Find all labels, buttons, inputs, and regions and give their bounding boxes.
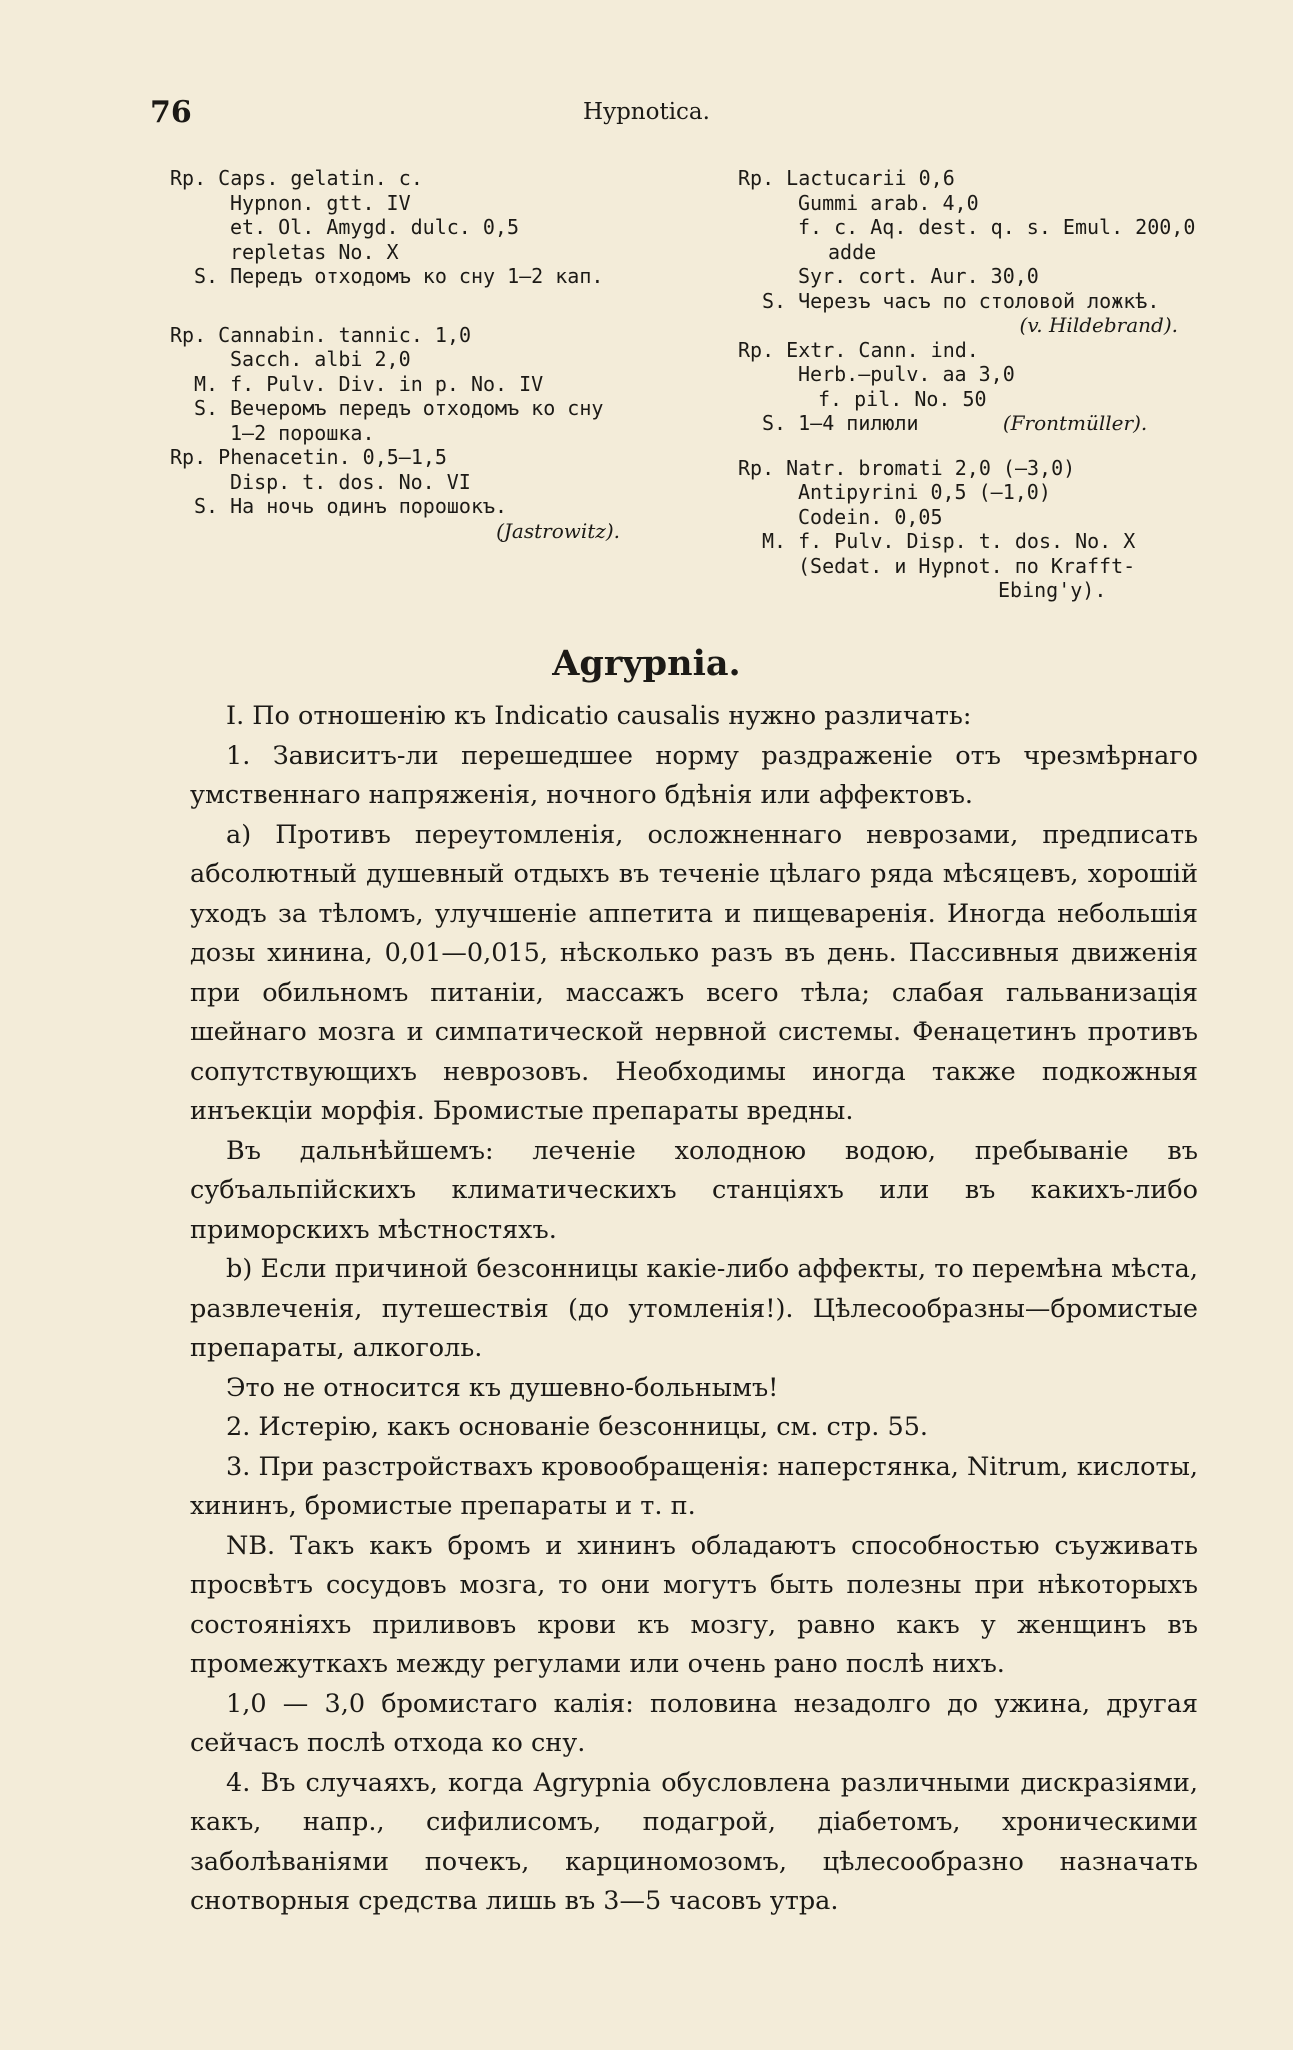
- running-head: Hypnotica.: [583, 99, 710, 125]
- paragraph: 1. Зависитъ-ли перешедшее норму раздраженіе отъ чрезмѣрнаго умственнаго напряженія, ночного бдѣнія или аффектовъ.: [190, 740, 1198, 810]
- prescription-signa: S. Черезъ часъ по столовой ложкѣ.: [762, 288, 1160, 313]
- prescription-line: Rp. Cannabin. tannic. 1,0: [170, 322, 472, 347]
- prescription-signa: S. На ночь одинъ порошокъ.: [194, 494, 508, 518]
- prescription-signa: 1—2 порошка.: [230, 420, 375, 445]
- prescription: [170, 445, 670, 543]
- paragraph: Это не относится къ душевно-больнымъ!: [226, 1372, 779, 1403]
- paragraph: I. По отношенію къ Indicatio causalis нужно различать:: [226, 701, 972, 731]
- prescription-line: M. f. Pulv. Div. in p. No. IV: [194, 371, 544, 396]
- prescription-line: Rp. Phenacetin. 0,5—1,5: [170, 445, 447, 469]
- prescription-line: repletas No. X: [230, 239, 399, 264]
- paragraph: b) Если причиной безсонницы какіе-либо аффекты, то перемѣна мѣста, развлеченія, путешествія (до утомленія!). Цѣлесообразны—бромистые препараты, алкоголь.: [190, 1254, 1198, 1363]
- paragraph: 3. При разстройствахъ кровообращенія: наперстянка, Nitrum, кислоты, хининъ, бромистые препараты и т. п.: [190, 1451, 1198, 1521]
- prescription-line: Herb.—pulv. aa 3,0: [798, 362, 1015, 386]
- paragraph: NB. Такъ какъ бромъ и хининъ обладаютъ способностью съуживать просвѣтъ сосудовъ мозга, то они могутъ быть полезны при нѣкоторыхъ состояніяхъ приливовъ крови къ мозгу, равно какъ у женщинъ въ промежуткахъ между регулами или очень рано послѣ нихъ.: [190, 1530, 1198, 1679]
- prescriptions-left-column: [170, 166, 670, 565]
- prescription-line: Rp. Lactucarii 0,6: [738, 166, 955, 190]
- paragraph: 2. Истерію, какъ основаніе безсонницы, см. стр. 55.: [226, 1412, 929, 1442]
- paragraph: Въ дальнѣйшемъ: леченіе холодною водою, пребываніе въ субъальпійскихъ климатическихъ станціяхъ или въ какихъ-либо приморскихъ мѣстностяхъ.: [190, 1135, 1198, 1245]
- prescription-line: Gummi arab. 4,0: [798, 190, 979, 215]
- paragraph: 1,0 — 3,0 бромистаго калія: половина незадолго до ужина, другая сейчасъ послѣ отхода ко сну.: [190, 1688, 1198, 1758]
- body-text: [190, 697, 1198, 1922]
- prescription-attribution: (Jastrowitz).: [496, 518, 620, 543]
- prescription-line: et. Ol. Amygd. dulc. 0,5: [230, 215, 519, 239]
- prescription: [738, 456, 1178, 603]
- prescription-line: (Sedat. и Hypnot. по Krafft-: [798, 553, 1136, 578]
- prescription-attribution: (v. Hildebrand).: [1019, 313, 1178, 337]
- prescriptions-right-column: [738, 166, 1196, 625]
- prescription-line: Antipyrini 0,5 (—1,0): [798, 480, 1051, 504]
- prescription-signa-text: S. 1—4 пилюли: [762, 411, 919, 435]
- prescription-signa: S. Передъ отходомъ ко сну 1—2 кап.: [194, 264, 604, 288]
- section-title: Agrypnia.: [552, 643, 741, 684]
- prescription-line: Rp. Extr. Cann. ind.: [738, 337, 979, 362]
- prescription-line: Codein. 0,05: [798, 504, 943, 529]
- prescription-line: Rp. Natr. bromati 2,0 (—3,0): [738, 455, 1076, 480]
- prescription: [170, 323, 670, 446]
- prescription-signa: [738, 411, 1178, 436]
- paragraph: a) Противъ переутомленія, осложненнаго неврозами, предписать абсолютный душевный отдыхъ въ теченіе цѣлаго ряда мѣсяцевъ, хорошій уходъ за тѣломъ, улучшеніе аппетита и пищеваренія. Иногда небольшія дозы хинина, 0,01—0,015, нѣсколько разъ въ день. Пассивныя движенія при обильномъ питаніи, массажъ всего тѣла; слабая гальванизація шейнаго мозга и симпатической нервной системы. Фенацетинъ противъ сопутствующихъ неврозовъ. Необходимы иногда также подкожныя инъекціи морфія. Бромистые препараты вредны.: [190, 819, 1198, 1126]
- prescription-line: M. f. Pulv. Disp. t. dos. No. X: [762, 529, 1136, 553]
- prescription-line: Syr. cort. Aur. 30,0: [798, 264, 1039, 288]
- prescription-attribution: (Frontmüller).: [1002, 411, 1148, 435]
- prescription-line: Rp. Caps. gelatin. c.: [170, 166, 423, 190]
- prescription: [738, 338, 1178, 436]
- prescription-line: f. c. Aq. dest. q. s. Emul. 200,0: [798, 215, 1196, 239]
- prescription-line: Disp. t. dos. No. VI: [230, 469, 471, 494]
- prescription-line: f. pil. No. 50: [818, 386, 987, 411]
- prescription-signa: S. Вечеромъ передъ отходомъ ко сну: [194, 396, 604, 420]
- prescription-line: adde: [828, 239, 877, 264]
- paragraph: 4. Въ случаяхъ, когда Agrypnia обусловлена различными дискразіями, какъ, напр., сифилисомъ, подагрой, діабетомъ, хроническими заболѣваніями почекъ, карциномозомъ, цѣлесообразно назначать снотворныя средства лишь въ 3—5 часовъ утра.: [190, 1767, 1198, 1916]
- page-number: 76: [150, 95, 192, 130]
- prescription: [170, 166, 670, 289]
- prescription-line: Hypnon. gtt. IV: [230, 190, 411, 215]
- prescription-line: Ebing'у).: [998, 578, 1107, 602]
- prescription: [738, 166, 1196, 338]
- prescription-line: Sacch. albi 2,0: [230, 347, 411, 371]
